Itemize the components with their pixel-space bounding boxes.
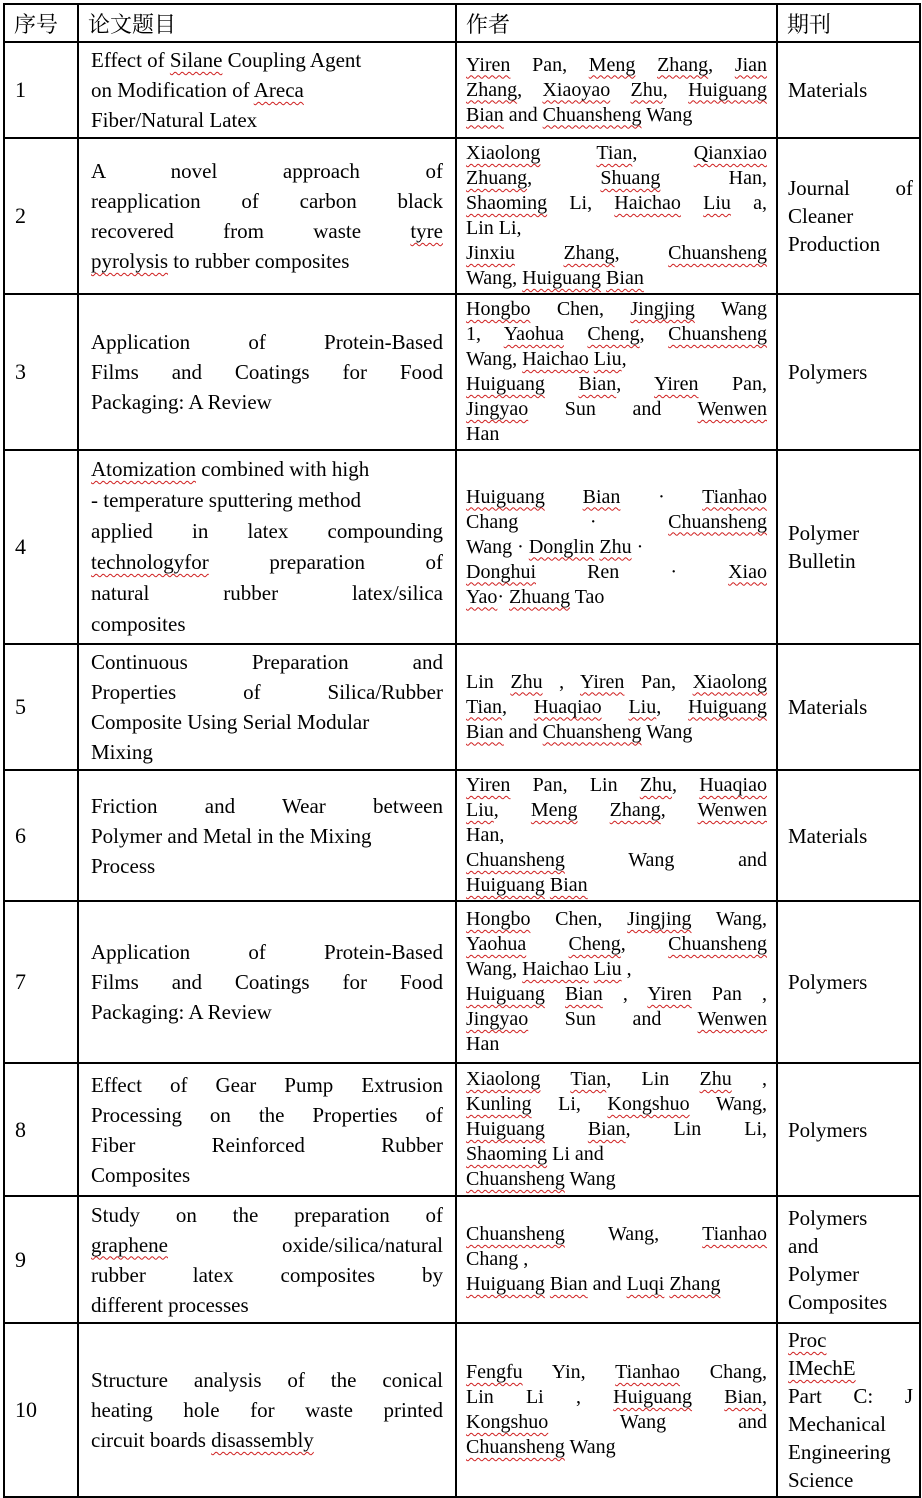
misspelled-word: Huiguang: [522, 267, 602, 289]
text-line: Production: [788, 232, 881, 256]
header-col-paper-title: 论文题目: [78, 4, 456, 42]
cell-row-number: 1: [4, 42, 78, 138]
text-line: Zhang, Xiaoyao Zhu, Huiguang: [466, 78, 767, 101]
misspelled-word: IMechE: [788, 1356, 856, 1380]
text-line: Huiguang Bian , Yiren Pan ,: [466, 983, 767, 1005]
text-line: Fengfu Yin, Tianhao Chang,: [466, 1361, 767, 1383]
misspelled-word: Kongshuo: [466, 1411, 549, 1433]
misspelled-word: Huiguang: [613, 1386, 693, 1408]
table-row: [4, 770, 920, 901]
misspelled-word: Shaoming: [466, 192, 548, 214]
cell-authors: [456, 1196, 777, 1323]
misspelled-word: Hongbo: [466, 908, 531, 930]
text-line: Films and Coatings for Food: [91, 360, 443, 384]
cell-journal: [777, 294, 920, 450]
cell-row-number: 8: [4, 1063, 78, 1196]
text-line: Study on the preparation of: [91, 1202, 443, 1227]
misspelled-word: Atomization: [91, 457, 196, 481]
cell-authors: [456, 644, 777, 770]
misspelled-word: Chuansheng: [542, 720, 642, 743]
text-line: Mechanical: [788, 1412, 886, 1436]
text-line: Mixing: [91, 740, 153, 764]
text-line: Wang, Huiguang Bian: [466, 267, 644, 289]
cell-authors: [456, 294, 777, 450]
misspelled-word: Huaqiao: [533, 695, 602, 718]
cell-paper-title: [78, 294, 456, 450]
cell-journal: [777, 901, 920, 1063]
misspelled-word: Yiren: [579, 670, 625, 693]
misspelled-word: Chuansheng: [466, 1436, 565, 1458]
misspelled-word: Xiaolong: [466, 142, 541, 164]
cell-journal: [777, 1196, 920, 1323]
text-line: Polymer: [788, 521, 860, 545]
text-line: Zhuang, Shuang Han,: [466, 167, 767, 189]
table-row: [4, 1323, 920, 1497]
text-line: different processes: [91, 1292, 249, 1317]
text-line: Processing on the Properties of: [91, 1102, 443, 1127]
misspelled-word: Luqi: [626, 1273, 665, 1295]
misspelled-word: Haichao: [614, 192, 681, 214]
misspelled-word: Jingyao: [466, 398, 529, 420]
header-col-authors: 作者: [456, 4, 777, 42]
misspelled-word: Zhang: [563, 242, 615, 264]
text-line: Cleaner: [788, 204, 854, 228]
misspelled-word: Huiguang: [466, 874, 545, 896]
table-row: [4, 450, 920, 644]
misspelled-word: Yiren: [466, 774, 511, 796]
misspelled-word: Jingjing: [627, 908, 692, 930]
text-line: Application of Protein-Based: [91, 940, 443, 964]
misspelled-word: Cheng: [568, 933, 621, 955]
cell-row-number: 4: [4, 450, 78, 644]
cell-journal: [777, 138, 920, 294]
text-line: [788, 1326, 913, 1354]
misspelled-word: Tianhao: [702, 1223, 767, 1245]
text-line: Yao· Zhuang Tao: [466, 585, 605, 608]
text-line: Polymers: [788, 1205, 868, 1230]
text-line: [788, 1354, 913, 1382]
misspelled-word: Yiren: [466, 53, 511, 76]
text-line: Yiren Pan, Meng Zhang, Jian: [466, 53, 768, 76]
misspelled-word: Huiguang: [466, 1118, 545, 1140]
cell-authors: [456, 901, 777, 1063]
misspelled-word: Liu: [628, 695, 657, 718]
text-line: Chuansheng Wang and: [466, 849, 767, 871]
misspelled-word: Huiguang: [688, 78, 767, 101]
text-line: Xiaolong Tian, Qianxiao: [466, 142, 767, 164]
cell-row-number: 3: [4, 294, 78, 450]
text-line: Huiguang Bian, Yiren Pan,: [466, 373, 768, 395]
misspelled-word: Bian: [724, 1386, 763, 1408]
misspelled-word: Meng: [588, 53, 636, 76]
text-line: natural rubber latex/silica: [91, 581, 443, 605]
text-line: - temperature sputtering method: [91, 488, 361, 512]
text-line: Huiguang Bian · Tianhao: [466, 485, 767, 508]
misspelled-word: Huiguang: [466, 1273, 545, 1295]
text-line: Fiber Reinforced Rubber: [91, 1132, 443, 1157]
text-line: Wang, Haichao Liu,: [466, 348, 627, 370]
text-line: Part C: J: [788, 1384, 913, 1408]
misspelled-word: Yiren: [647, 983, 692, 1005]
text-line: Shaoming Li, Haichao Liu a,: [466, 192, 767, 214]
text-line: 1, Yaohua Cheng, Chuansheng: [466, 323, 768, 345]
misspelled-word: Bian: [549, 1273, 588, 1295]
publications-table: [3, 3, 921, 1498]
misspelled-word: Xiao: [728, 560, 767, 583]
text-line: Jingyao Sun and Wenwen: [466, 1008, 767, 1030]
misspelled-word: Chuansheng: [466, 849, 565, 871]
misspelled-word: Proc: [788, 1328, 827, 1352]
cell-authors: [456, 770, 777, 901]
text-line: Materials: [788, 695, 868, 719]
misspelled-word: Bian: [466, 720, 504, 743]
text-line: Jinxiu Zhang, Chuansheng: [466, 242, 768, 264]
text-line: Chuansheng Wang: [466, 1168, 616, 1190]
text-line: Fiber/Natural Latex: [91, 108, 258, 132]
text-line: Science: [788, 1468, 854, 1492]
misspelled-word: Jian: [734, 53, 768, 76]
table-row: [4, 294, 920, 450]
text-line: Atomization combined with high: [91, 457, 370, 481]
misspelled-word: Zhang: [657, 53, 709, 76]
table-row: [4, 644, 920, 770]
text-line: Composites: [91, 1162, 191, 1187]
text-line: Polymers: [788, 1117, 868, 1142]
misspelled-word: graphene: [91, 1232, 168, 1257]
misspelled-word: Zhu: [599, 535, 632, 558]
cell-journal: [777, 450, 920, 644]
misspelled-word: Chuansheng: [466, 1168, 565, 1190]
text-line: Effect of Gear Pump Extrusion: [91, 1072, 443, 1097]
misspelled-word: Qianxiao: [693, 142, 767, 164]
text-line: Han,: [466, 824, 505, 846]
misspelled-word: Jingyao: [466, 1008, 529, 1030]
misspelled-word: Zhang: [609, 799, 661, 821]
misspelled-word: pyrolysis: [91, 249, 169, 273]
cell-paper-title: [78, 901, 456, 1063]
text-line: and: [788, 1233, 819, 1258]
text-line: Effect of Silane Coupling Agent: [91, 48, 362, 72]
misspelled-word: disassembly: [211, 1428, 314, 1452]
text-line: Han: [466, 423, 500, 445]
misspelled-word: Yaohua: [503, 323, 564, 345]
misspelled-word: Donghui: [466, 560, 536, 583]
text-line: [466, 873, 767, 898]
misspelled-word: Cheng: [587, 323, 640, 345]
misspelled-word: Huiguang: [688, 695, 768, 718]
misspelled-word: Zhu: [699, 1068, 732, 1090]
text-line: Structure analysis of the conical: [91, 1368, 443, 1392]
text-line: Bulletin: [788, 549, 856, 573]
text-line: Films and Coatings for Food: [91, 970, 443, 994]
misspelled-word: Huiguang: [466, 983, 545, 1005]
misspelled-word: Kongshuo: [607, 1093, 690, 1115]
text-line: Hongbo Chen, Jingjing Wang: [466, 298, 767, 320]
cell-journal: [777, 1323, 920, 1497]
cell-row-number: 7: [4, 901, 78, 1063]
misspelled-word: Chuansheng: [668, 510, 767, 533]
cell-paper-title: [78, 644, 456, 770]
misspelled-word: Haichao: [522, 348, 589, 370]
cell-row-number: 6: [4, 770, 78, 901]
text-line: Shaoming Li and: [466, 1143, 604, 1165]
text-line: Yiren Pan, Lin Zhu, Huaqiao: [466, 774, 767, 796]
cell-row-number: 9: [4, 1196, 78, 1323]
cell-paper-title: [78, 42, 456, 138]
misspelled-word: Zhang: [466, 78, 518, 101]
misspelled-word: Yiren: [654, 373, 699, 395]
misspelled-word: Huaqiao: [699, 774, 767, 796]
misspelled-word: Areca: [253, 78, 304, 102]
text-line: Friction and Wear between: [91, 793, 443, 818]
text-line: A novel approach of: [91, 159, 443, 183]
cell-paper-title: [78, 138, 456, 294]
text-line: Kunling Li, Kongshuo Wang,: [466, 1093, 767, 1115]
misspelled-word: Chuansheng: [668, 242, 768, 264]
text-line: Bian and Chuansheng Wang: [466, 103, 693, 126]
text-line: pyrolysis to rubber composites: [91, 249, 350, 273]
misspelled-word: Haichao: [522, 958, 589, 980]
text-line: Xiaolong Tian, Lin Zhu ,: [466, 1068, 768, 1090]
text-line: Tian, Huaqiao Liu, Huiguang: [466, 695, 768, 718]
cell-row-number: 5: [4, 644, 78, 770]
text-line: Chang ,: [466, 1248, 529, 1270]
misspelled-word: Donglin: [528, 535, 595, 558]
misspelled-word: Meng: [530, 799, 578, 821]
cell-row-number: 10: [4, 1323, 78, 1497]
misspelled-word: Shaoming: [466, 1143, 548, 1165]
text-line: Liu, Meng Zhang, Wenwen: [466, 799, 767, 821]
text-line: technologyfor preparation of: [91, 550, 443, 574]
cell-journal: [777, 42, 920, 138]
misspelled-word: Tian: [596, 142, 633, 164]
text-line: Application of Protein-Based: [91, 330, 443, 354]
misspelled-word: Huiguang: [466, 373, 545, 395]
misspelled-word: Liu: [466, 799, 494, 821]
misspelled-word: Shuang: [600, 167, 661, 189]
misspelled-word: Bian: [549, 874, 588, 896]
misspelled-word: Chuansheng: [668, 323, 768, 345]
text-line: Polymer and Metal in the Mixing: [91, 823, 372, 848]
misspelled-word: Jingjing: [630, 298, 695, 320]
cell-journal: [777, 1063, 920, 1196]
misspelled-word: Chuansheng: [466, 1223, 565, 1245]
table-row: [4, 1196, 920, 1323]
table-body: [4, 42, 920, 1497]
cell-paper-title: [78, 1323, 456, 1497]
misspelled-word: Liu: [593, 958, 622, 980]
table-row: [4, 138, 920, 294]
cell-row-number: 2: [4, 138, 78, 294]
text-line: Chuansheng Wang, Tianhao: [466, 1223, 767, 1245]
cell-authors: [456, 1323, 777, 1497]
misspelled-word: Bian: [578, 373, 617, 395]
text-line: on Modification of Areca: [91, 78, 304, 102]
text-line: Materials: [788, 823, 868, 848]
misspelled-word: Bian: [565, 983, 603, 1005]
cell-authors: [456, 42, 777, 138]
text-line: heating hole for waste printed: [91, 1398, 443, 1422]
text-line: Bian and Chuansheng Wang: [466, 720, 693, 743]
misspelled-word: Chuansheng: [668, 933, 767, 955]
misspelled-word: Liu: [703, 192, 731, 214]
misspelled-word: Tianhao: [615, 1361, 680, 1383]
text-line: Donghui Ren · Xiao: [466, 560, 767, 583]
text-line: Jingyao Sun and Wenwen: [466, 398, 767, 420]
cell-paper-title: [78, 1063, 456, 1196]
text-line: Wang · Donglin Zhu ·: [466, 535, 644, 558]
text-line: Hongbo Chen, Jingjing Wang,: [466, 908, 767, 930]
misspelled-word: Fengfu: [466, 1361, 523, 1383]
misspelled-word: Kunling: [466, 1093, 532, 1115]
header-col-number: 序号: [4, 4, 78, 42]
text-line: circuit boards disassembly: [91, 1428, 314, 1452]
text-line: Composites: [788, 1289, 888, 1314]
header-col-journal: 期刊: [777, 4, 920, 42]
text-line: Chang · Chuansheng: [466, 510, 767, 533]
text-line: Huiguang Bian and Luqi Zhang: [466, 1273, 721, 1295]
misspelled-word: Tianhao: [702, 485, 767, 508]
cell-paper-title: [78, 1196, 456, 1323]
text-line: Properties of Silica/Rubber: [91, 680, 443, 704]
cell-authors: [456, 1063, 777, 1196]
misspelled-word: Zhuang: [466, 167, 528, 189]
text-line: rubber latex composites by: [91, 1262, 443, 1287]
misspelled-word: Xiaolong: [692, 670, 768, 693]
table-row: [4, 1063, 920, 1196]
header-row: [4, 4, 920, 42]
misspelled-word: Chuansheng: [542, 103, 642, 126]
misspelled-word: Huiguang: [466, 485, 545, 508]
text-line: Packaging: A Review: [91, 1000, 272, 1024]
cell-authors: [456, 450, 777, 644]
cell-authors: [456, 138, 777, 294]
misspelled-word: Zhu: [510, 670, 543, 693]
text-line: Polymers: [788, 360, 868, 384]
text-line: Polymer: [788, 1261, 860, 1286]
misspelled-word: technologyfor: [91, 550, 209, 574]
misspelled-word: Tian: [466, 695, 502, 718]
text-line: Han: [466, 1033, 500, 1055]
misspelled-word: Wenwen: [697, 398, 767, 420]
misspelled-word: Wenwen: [697, 1008, 767, 1030]
text-line: Kongshuo Wang and: [466, 1411, 767, 1433]
text-line: Chuansheng Wang: [466, 1436, 616, 1458]
misspelled-word: Bian: [606, 267, 644, 289]
text-line: Yaohua Cheng, Chuansheng: [466, 933, 767, 955]
cell-paper-title: [78, 450, 456, 644]
text-line: Wang, Haichao Liu ,: [466, 958, 632, 980]
misspelled-word: Zhu: [630, 78, 663, 101]
misspelled-word: Zhuang: [509, 585, 571, 608]
text-line: applied in latex compounding: [91, 519, 443, 543]
misspelled-word: Zhu: [639, 774, 673, 796]
misspelled-word: Jinxiu: [466, 242, 515, 264]
misspelled-word: Bian: [466, 103, 504, 126]
text-line: Packaging: A Review: [91, 390, 272, 414]
text-line: Materials: [788, 78, 868, 102]
text-line: Lin Li,: [466, 217, 522, 239]
text-line: reapplication of carbon black: [91, 189, 443, 213]
text-line: Polymers: [788, 970, 868, 994]
table-row: [4, 901, 920, 1063]
misspelled-word: Liu: [593, 348, 622, 370]
cell-paper-title: [78, 770, 456, 901]
misspelled-word: Xiaolong: [466, 1068, 541, 1090]
text-line: recovered from waste tyre: [91, 219, 443, 243]
misspelled-word: tyre: [410, 219, 443, 243]
text-line: Composite Using Serial Modular: [91, 710, 370, 734]
text-line: Continuous Preparation and: [91, 650, 443, 674]
misspelled-word: Wenwen: [697, 799, 767, 821]
misspelled-word: Yao: [466, 585, 498, 608]
cell-journal: [777, 644, 920, 770]
misspelled-word: Tian: [570, 1068, 607, 1090]
text-line: composites: [91, 612, 186, 636]
misspelled-word: Bian: [587, 1118, 626, 1140]
table-row: [4, 42, 920, 138]
text-line: Huiguang Bian, Lin Li,: [466, 1118, 768, 1140]
text-line: Lin Li , Huiguang Bian,: [466, 1386, 768, 1408]
misspelled-word: Hongbo: [466, 298, 531, 320]
misspelled-word: Xiaoyao: [542, 78, 611, 101]
text-line: Engineering: [788, 1440, 891, 1464]
text-line: Process: [91, 853, 156, 878]
misspelled-word: Zhang: [669, 1273, 721, 1295]
misspelled-word: Yaohua: [466, 933, 527, 955]
text-line: Lin Zhu , Yiren Pan, Xiaolong: [466, 670, 768, 693]
misspelled-word: Silane: [169, 48, 223, 72]
cell-journal: [777, 770, 920, 901]
misspelled-word: Bian: [582, 485, 621, 508]
text-line: Journal of: [788, 176, 913, 200]
text-line: graphene oxide/silica/natural: [91, 1232, 443, 1257]
